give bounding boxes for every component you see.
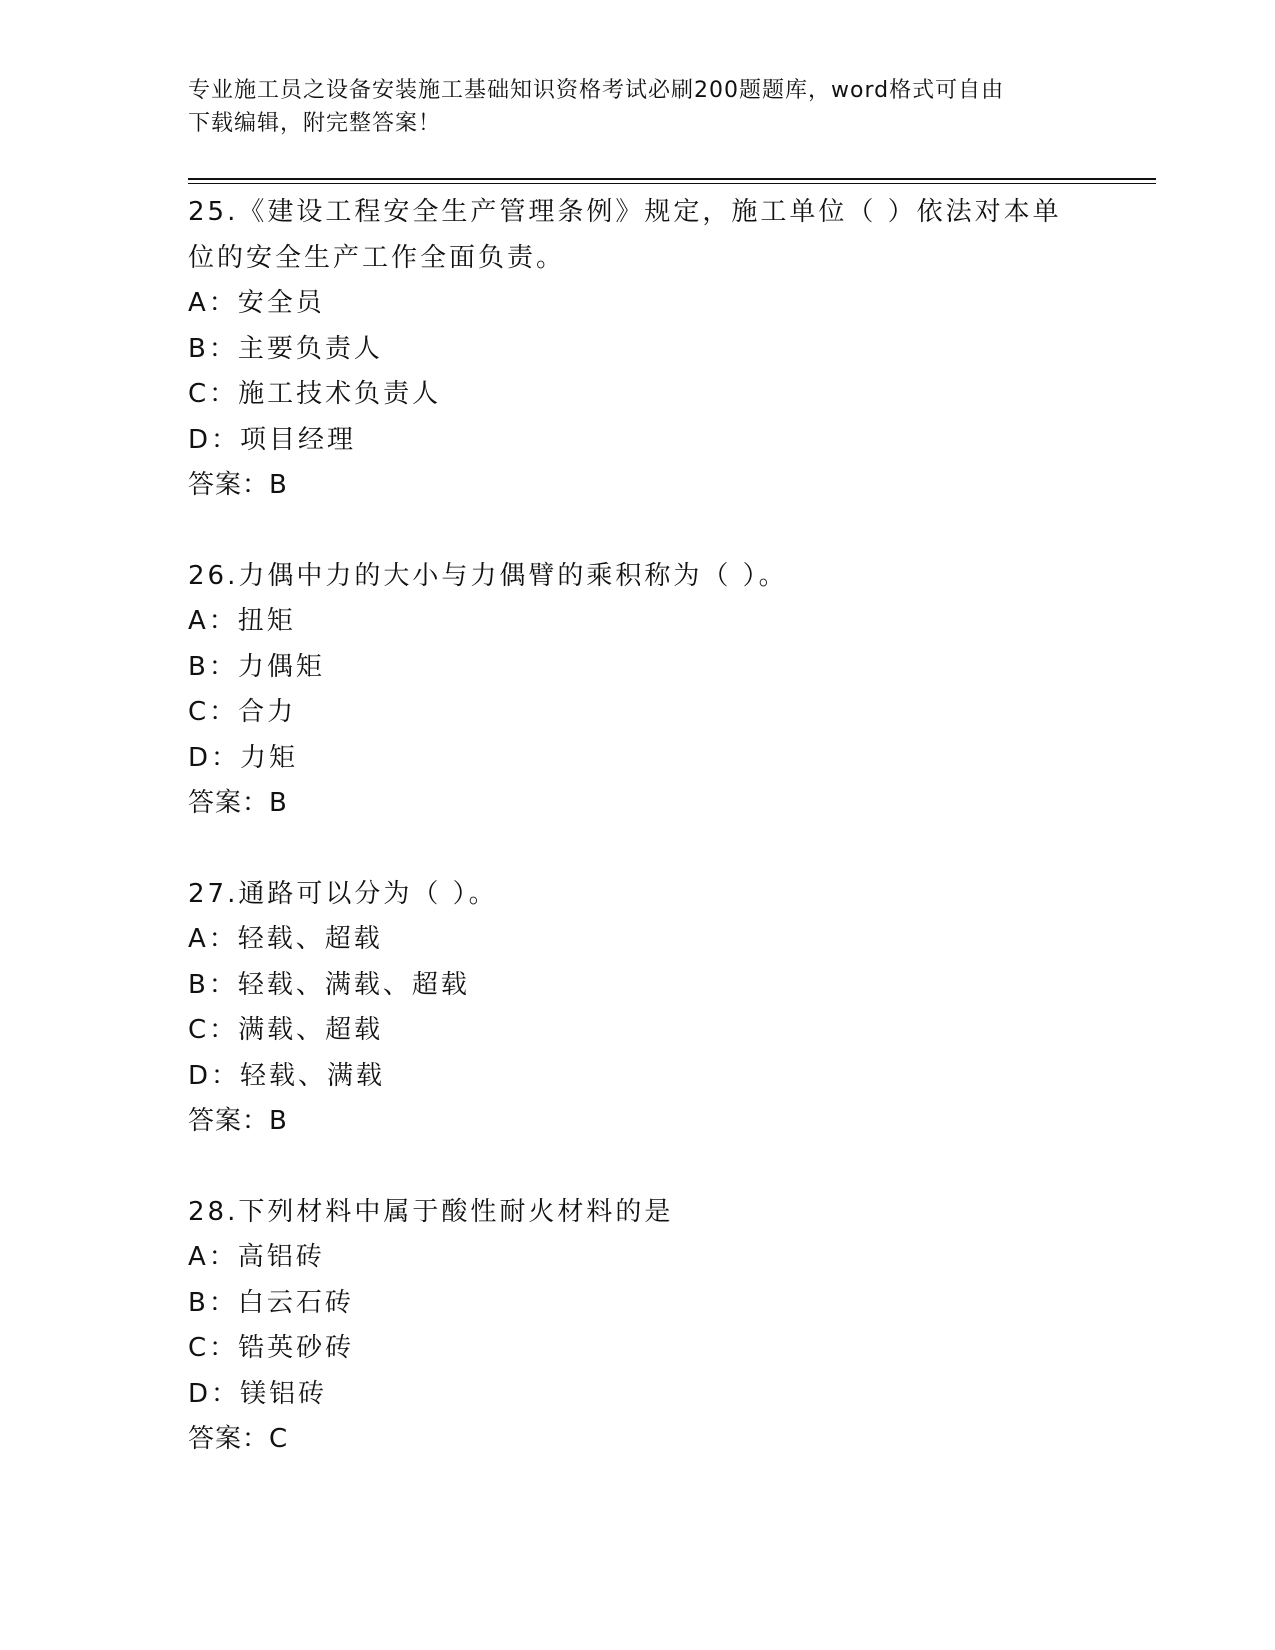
option-b: B：白云石砖 [188,1287,354,1318]
header-divider-thin [188,183,1156,184]
option-a: A：扭矩 [188,606,296,636]
question-26 [188,554,1088,827]
option-a: A：高铝砖 [188,1242,325,1272]
option-d: D：镁铝砖 [188,1378,328,1409]
question-stem-line: 25.《建设工程安全生产管理条例》规定，施工单位（ ）依法对本单 [188,197,1062,227]
question-stem-line: 位的安全生产工作全面负责。 [188,242,566,273]
option-d: D：项目经理 [188,424,357,455]
header-line-2: 下载编辑，附完整答案！ [188,111,442,136]
question-28 [188,1190,1088,1463]
document-header [188,74,1068,140]
question-list [188,190,1088,1508]
answer-line: 答案：B [188,470,288,500]
header-line-1: 专业施工员之设备安装施工基础知识资格考试必刷200题题库，word格式可自由 [188,78,1005,103]
question-stem-line: 26.力偶中力的大小与力偶臂的乘积称为（ ）。 [188,560,788,591]
option-a: A：安全员 [188,288,325,318]
option-b: B：轻载、满载、超载 [188,969,470,1000]
question-stem-line: 27.通路可以分为（ ）。 [188,878,498,909]
option-b: B：力偶矩 [188,651,325,682]
option-d: D：轻载、满载 [188,1060,386,1091]
answer-line: 答案：C [188,1424,289,1454]
answer-line: 答案：B [188,788,288,818]
question-25 [188,190,1088,509]
option-a: A：轻载、超载 [188,924,383,954]
question-27 [188,872,1088,1145]
option-c: C：锆英砂砖 [188,1333,355,1363]
option-d: D：力矩 [188,742,299,773]
option-b: B：主要负责人 [188,333,383,364]
answer-line: 答案：B [188,1106,288,1136]
question-stem-line: 28.下列材料中属于酸性耐火材料的是 [188,1196,674,1227]
option-c: C：施工技术负责人 [188,379,442,409]
option-c: C：满载、超载 [188,1015,384,1045]
header-divider-thick [188,178,1156,180]
option-c: C：合力 [188,697,297,727]
